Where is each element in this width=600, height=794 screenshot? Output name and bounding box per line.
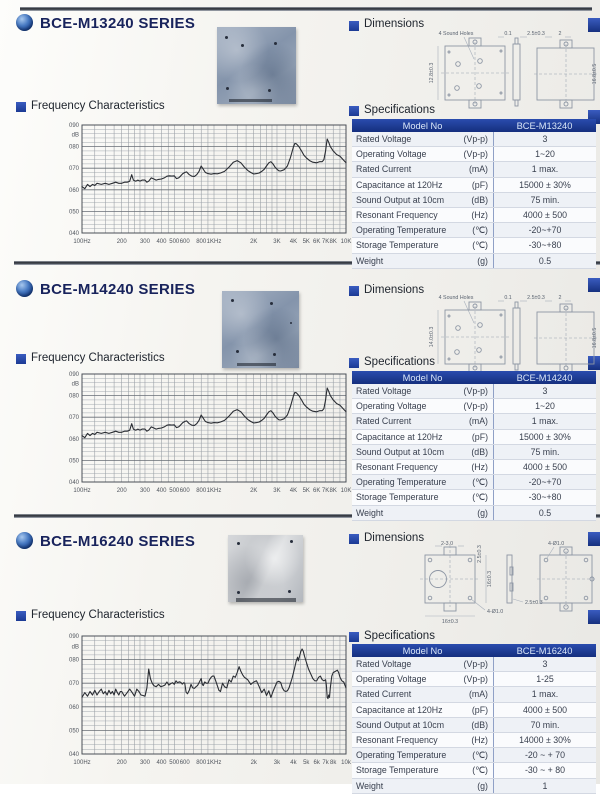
svg-text:2K: 2K [250,488,258,494]
spec-unit: (pF) [448,430,494,444]
section-marker-icon [349,632,359,642]
dim-label: 4-Ø1.0 [548,541,565,547]
spec-unit: (g) [448,254,494,268]
spec-label: Operating Voltage [356,674,427,685]
spec-value: 15000 ± 30% [519,431,571,442]
spec-value: 1~20 [535,401,555,412]
svg-text:070: 070 [68,166,79,173]
spec-label: Rated Voltage [356,134,412,145]
section-marker-icon [16,354,26,364]
svg-text:600: 600 [179,239,190,245]
spec-value: 1 [542,780,548,791]
spec-unit: (Vp-p) [448,399,494,413]
series-title: BCE-M13240 SERIES [40,15,196,32]
spec-table [352,644,596,794]
spec-row [352,733,596,748]
frequency-chart [58,117,354,259]
dim-label: 0.1 [504,295,512,301]
product-photo [217,27,296,104]
spec-row [352,399,596,414]
svg-text:3k: 3k [273,760,281,766]
spec-label: Capacitance at 120Hz [356,431,443,442]
model-no-header: Model No [402,645,443,656]
svg-text:060: 060 [68,436,79,443]
svg-text:100Hz: 100Hz [73,239,91,245]
product-photo [222,291,299,368]
spec-value: 1 max. [531,689,559,700]
spec-row [352,414,596,429]
spec-row [352,132,596,147]
svg-text:050: 050 [68,728,79,735]
spec-label: Capacitance at 120Hz [356,704,443,715]
spec-unit: (dB) [448,193,494,207]
frequency-chart [58,628,354,780]
photo-hole-dot [241,44,244,47]
spec-value: 14000 ± 30% [519,735,571,746]
spec-label: Rated Current [356,416,412,427]
dim-label: 2 [558,295,562,301]
frequency-heading: Frequency Characteristics [31,609,165,621]
spec-label: Storage Temperature [356,765,439,776]
spec-label: Weight [356,255,384,266]
dim-label: 2.5±0.3 [477,545,483,563]
photo-hole-dot [236,350,239,353]
spec-unit: (℃) [448,223,494,237]
series-title: BCE-M16240 SERIES [40,533,196,550]
svg-text:dB: dB [71,381,79,388]
spec-value: 3 [542,386,548,397]
dim-label: 2-3.0 [440,541,454,547]
spec-row [352,254,596,269]
spec-label: Operating Voltage [356,149,427,160]
svg-text:800: 800 [196,239,207,245]
dim-label: 4 Sound Holes [438,31,474,37]
series-bullet-icon [16,280,33,297]
svg-text:6K: 6K [313,488,321,494]
spec-unit: (g) [448,506,494,520]
spec-label: Resonant Frequency [356,210,438,221]
spec-label: Resonant Frequency [356,462,438,473]
svg-text:7k: 7k [322,760,329,766]
dim-label: 4 Sound Holes [438,295,474,301]
dim-label: 2.5±0.3 [525,600,543,606]
dim-label: 4-Ø1.0 [487,609,504,615]
dim-label: 16.8±0.5 [592,63,598,85]
chart-axis-labels [69,634,352,766]
svg-text:070: 070 [68,681,79,688]
svg-text:300: 300 [139,239,150,245]
svg-text:060: 060 [68,704,79,711]
spec-unit: (Hz) [448,208,494,222]
spec-row [352,178,596,193]
spec-label: Operating Temperature [356,750,447,761]
spec-unit: (℃) [448,238,494,252]
dim-label: 12.8±0.3 [429,62,435,84]
svg-text:3K: 3K [273,488,281,494]
svg-text:4K: 4K [289,488,298,494]
svg-text:6k: 6k [313,760,320,766]
spec-row [352,687,596,702]
svg-text:080: 080 [68,144,79,151]
svg-text:3K: 3K [273,239,281,245]
spec-value: -20 ~ + 70 [524,750,566,761]
svg-text:dB: dB [71,644,79,651]
svg-text:080: 080 [68,657,79,664]
dimension-drawing [352,541,598,625]
svg-text:7K: 7K [321,239,330,245]
photo-hole-dot [290,540,293,543]
spec-label: Weight [356,507,384,518]
svg-text:400: 400 [156,760,167,766]
photo-hole-dot [237,542,240,545]
spec-label: Capacitance at 120Hz [356,179,443,190]
dim-label: 2 [558,31,562,37]
svg-text:060: 060 [68,187,79,194]
svg-text:500: 500 [169,239,180,245]
spec-label: Sound Output at 10cm [356,446,445,457]
svg-text:040: 040 [68,480,79,486]
spec-value: 1 max. [531,416,559,427]
spec-unit: (℃) [448,475,494,489]
photo-hole-dot [268,89,271,92]
dimensions-heading: Dimensions [364,18,425,30]
dim-label: 0.1 [504,31,512,37]
svg-text:050: 050 [68,458,79,465]
spec-value: 4000 ± 500 [523,462,567,473]
dim-label: 14.0±0.3 [429,326,435,348]
svg-text:8K: 8K [329,239,337,245]
svg-text:1KHz: 1KHz [206,488,222,494]
page-edge-tab [588,278,600,292]
spec-value: -30~+80 [528,492,562,503]
photo-hole-dot [273,353,276,356]
product-photo [228,535,303,602]
spec-label: Rated Current [356,164,412,175]
series-bullet-icon [16,14,33,31]
model-value-header: BCE-M13240 [516,120,573,131]
spec-row [352,223,596,238]
spec-table [352,371,596,521]
svg-text:050: 050 [68,209,79,216]
spec-value: 75 min. [530,446,560,457]
spec-unit: (℃) [448,763,494,777]
spec-unit: (mA) [448,414,494,428]
svg-text:800: 800 [196,488,207,494]
svg-text:600: 600 [179,760,190,766]
photo-hole-dot [274,42,277,45]
spec-row [352,718,596,733]
spec-unit: (dB) [448,718,494,732]
spec-value: 1~20 [535,149,555,160]
svg-text:200: 200 [116,488,127,494]
spec-unit: (Hz) [448,733,494,747]
spec-value: 3 [542,659,548,670]
spec-label: Operating Temperature [356,225,447,236]
spec-row [352,763,596,778]
photo-hole-dot [226,87,229,90]
frequency-chart-svg [58,628,354,780]
svg-text:5K: 5K [302,239,310,245]
chart-grid [82,374,346,482]
spec-table-header [352,371,596,384]
spec-value: -20~+70 [528,225,562,236]
spec-row [352,208,596,223]
spec-label: Sound Output at 10cm [356,194,445,205]
dim-label: 16.8±0.5 [592,327,598,349]
svg-text:8K: 8K [329,488,337,494]
spec-unit: (Vp-p) [448,132,494,146]
dim-label: 16±0.3 [487,570,493,588]
frequency-chart-svg [58,366,354,508]
svg-text:300: 300 [139,760,150,766]
svg-text:2K: 2K [250,239,258,245]
spec-value: 0.5 [538,255,552,266]
spec-row [352,460,596,475]
spec-unit: (pF) [448,178,494,192]
spec-unit: (mA) [448,162,494,176]
spec-unit: (Vp-p) [448,384,494,398]
model-no-header: Model No [402,372,443,383]
spec-label: Rated Current [356,689,412,700]
svg-text:5K: 5K [302,488,310,494]
svg-text:080: 080 [68,393,79,400]
svg-text:1KHz: 1KHz [206,239,222,245]
spec-value: 1 max. [531,164,559,175]
svg-text:10k: 10k [341,760,351,766]
spec-unit: (dB) [448,445,494,459]
spec-row [352,490,596,505]
frequency-heading: Frequency Characteristics [31,100,165,112]
spec-label: Operating Voltage [356,401,427,412]
spec-row [352,748,596,763]
photo-shadow-strip [229,99,272,103]
spec-row [352,703,596,718]
section-marker-icon [16,611,26,621]
series-title: BCE-M14240 SERIES [40,281,196,298]
svg-text:6K: 6K [313,239,321,245]
spec-value: 0.5 [538,507,552,518]
photo-hole-dot [288,590,291,593]
spec-label: Rated Voltage [356,659,412,670]
spec-unit: (℃) [448,490,494,504]
chart-grid [82,636,346,754]
svg-text:4K: 4K [289,239,298,245]
spec-value: 70 min. [530,719,560,730]
frequency-chart-svg [58,117,354,259]
spec-row [352,475,596,490]
svg-text:090: 090 [68,123,79,129]
spec-row [352,238,596,253]
spec-unit: (g) [448,779,494,793]
spec-table-header [352,119,596,132]
svg-text:7K: 7K [321,488,330,494]
photo-hole-dot [290,322,292,324]
spec-label: Weight [356,780,384,791]
section-marker-icon [16,102,26,112]
chart-grid [82,125,346,233]
section-marker-icon [349,106,359,116]
svg-text:300: 300 [139,488,150,494]
dimensions-heading: Dimensions [364,284,425,296]
svg-text:8k: 8k [330,760,337,766]
specifications-heading: Specifications [364,630,435,642]
dim-label: 2.5±0.3 [527,295,545,301]
spec-row [352,779,596,794]
spec-value: -20~+70 [528,477,562,488]
svg-text:10K: 10K [340,488,352,494]
svg-text:500: 500 [169,488,180,494]
page-top-rule [20,7,592,11]
svg-text:10K: 10K [340,239,352,245]
svg-text:400: 400 [156,239,167,245]
photo-hole-dot [237,591,240,594]
model-value-header: BCE-M14240 [516,372,573,383]
svg-text:600: 600 [179,488,190,494]
svg-text:090: 090 [68,372,79,378]
specifications-heading: Specifications [364,104,435,116]
spec-label: Sound Output at 10cm [356,719,445,730]
svg-text:1KHz: 1KHz [206,760,222,766]
spec-label: Rated Voltage [356,386,412,397]
svg-text:200: 200 [116,239,127,245]
svg-text:5k: 5k [303,760,310,766]
spec-value: 15000 ± 30% [519,179,571,190]
dimensions-heading: Dimensions [364,532,425,544]
spec-unit: (Vp-p) [448,147,494,161]
photo-hole-dot [225,36,228,39]
svg-text:090: 090 [68,634,79,640]
model-no-header: Model No [402,120,443,131]
frequency-heading: Frequency Characteristics [31,352,165,364]
svg-text:dB: dB [71,132,79,139]
spec-table-header [352,644,596,657]
svg-text:040: 040 [68,231,79,237]
spec-unit: (Vp-p) [448,657,494,671]
spec-row [352,657,596,672]
spec-row [352,384,596,399]
section-marker-icon [349,358,359,368]
svg-text:040: 040 [68,752,79,758]
photo-shadow-strip [236,598,296,602]
spec-label: Storage Temperature [356,492,439,503]
series-bullet-icon [16,532,33,549]
dimension-drawing [352,28,598,110]
svg-text:500: 500 [169,760,180,766]
model-value-header: BCE-M16240 [516,645,573,656]
spec-row [352,147,596,162]
svg-text:4k: 4k [290,760,297,766]
dim-label: 16±0.3 [441,619,459,625]
photo-hole-dot [231,299,234,302]
spec-label: Operating Temperature [356,477,447,488]
spec-row [352,506,596,521]
svg-text:070: 070 [68,415,79,422]
spec-row [352,430,596,445]
spec-row [352,445,596,460]
spec-unit: (℃) [448,748,494,762]
spec-table [352,119,596,269]
spec-row [352,672,596,687]
spec-value: 3 [542,134,548,145]
spec-value: 75 min. [530,194,560,205]
spec-row [352,193,596,208]
svg-text:2k: 2k [250,760,257,766]
svg-text:800: 800 [196,760,207,766]
spec-row [352,162,596,177]
spec-value: -30 ~ + 80 [524,765,566,776]
spec-unit: (Hz) [448,460,494,474]
frequency-chart [58,366,354,508]
spec-label: Resonant Frequency [356,735,438,746]
photo-hole-dot [270,302,273,305]
specifications-heading: Specifications [364,356,435,368]
spec-value: 4000 ± 500 [523,704,567,715]
spec-unit: (Vp-p) [448,672,494,686]
dim-label: 2.5±0.3 [527,31,545,37]
spec-value: 1-25 [536,674,554,685]
spec-unit: (pF) [448,703,494,717]
svg-text:100Hz: 100Hz [73,760,91,766]
spec-value: -30~+80 [528,240,562,251]
svg-text:100Hz: 100Hz [73,488,91,494]
spec-unit: (mA) [448,687,494,701]
spec-value: 4000 ± 500 [523,210,567,221]
svg-text:400: 400 [156,488,167,494]
spec-label: Storage Temperature [356,240,439,251]
svg-text:200: 200 [116,760,127,766]
